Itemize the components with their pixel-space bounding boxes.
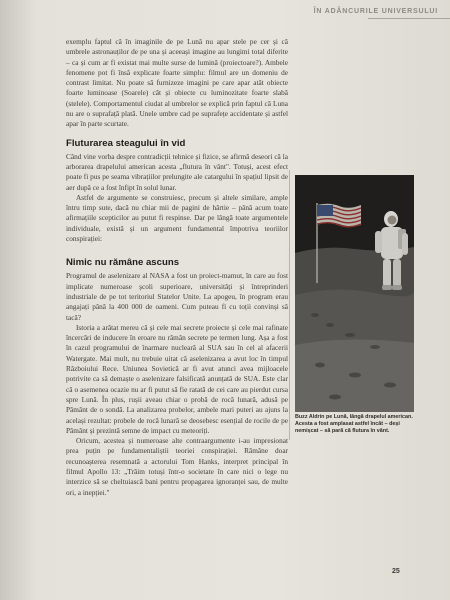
moon-flag-photo (295, 175, 414, 412)
intro-paragraph: exemplu faptul că în imaginile de pe Lună nu apar stele pe cer și că umbrele astronauților de pe una și aceeași imagine au lungimi total diferite – ca și cum ar fi existat mai multe surse de lumină (proiectoare?). Ambele fenomene pot fi însă explicate foarte simplu: filmul are un domeniu de contrast limitat. Nu poate să furnizeze imagini pe care apar atât obiecte foarte luminoase (Soarele) cât și obiecte cu luminozitate foarte slabă (stelele). Comportamentul ciudat al umbrelor se explică prin faptul că Luna nu are o suprafață plată. Unele umbre cad pe suprafețe accidentate și astfel apar în parte scurtate. (66, 37, 288, 129)
section-heading-flag: Fluturarea steagului în vid (66, 137, 186, 149)
body-paragraph: Programul de aselenizare al NASA a fost un proiect-mamut, în care au fost implicate numeroase școli superioare, universități și întreprinderi industriale de pe tot teritoriul Statelor Unite. La apogeu, în program erau angajați până la 400 000 de oameni. Cum puteau fi cu toții convinși să tacă? (66, 271, 288, 322)
section-heading-hidden: Nimic nu rămâne ascuns (66, 257, 180, 269)
american-flag (317, 204, 361, 227)
page-number: 25 (392, 568, 400, 575)
body-paragraph: Astfel de argumente se construiesc, precum și altele similare, ample întru timp sute, dacă nu chiar mii de pagini de hârtie – până acum toate afirmațiile scepticilor au putut fi respinse. Dar pe lângă toate argumentele individuale, există și un argument fundamental împotriva teoriilor conspirației: (66, 192, 288, 244)
photo-caption: Buzz Aldrin pe Lună, lângă drapelul american. Acesta a fost amplasat astfel încât – deși nemișcat – să pară că flutura în vânt. (295, 414, 413, 434)
running-head: ÎN ADÂNCURILE UNIVERSULUI (313, 8, 438, 15)
main-column (66, 37, 288, 498)
header-rule (368, 18, 450, 19)
body-paragraph: Când vine vorba despre contradicții tehnice și fizice, se afirmă deseori că la arborarea drapelului american acesta „flutura în vânt". Totuși, acest efect poate fi pus pe seama vibrațiilor prelungite ale catargului în spațiul lipsit de aer după ce a fost înfipt în solul lunar. (66, 151, 288, 192)
body-paragraph: Oricum, acestea și numeroase alte contraargumente i-au impresionat prea puțin pe fundamentaliștii teoriei conspirației. Rămâne doar recunoașterea resemnată a actorului Tom Hanks, interpret principal în filmul Apollo 13: „Trăim totuși într-o societate în care nici o lege nu interzice să se cheltuiască bani pentru propagarea ignoranței sau, de multe ori, a inepției." (66, 436, 288, 497)
moon-flag-illustration (295, 175, 414, 412)
body-paragraph: Istoria a arătat mereu că și cele mai secrete proiecte și cele mai rafinate încercări de inducere în eroare nu rămân secrete pe termen lung. Așa a fost în cazul programului de înarmare nucleară al SUA sau în cel al afacerii Watergate. Mai mult, nu trebuie uitat că aselenizarea a avut loc în timpul Războiului Rece. Uniunea Sovietică ar fi avut atunci avea mijloacele potrivite ca să demaște o aselenizare falsificată anunțată de SUA. Este clar că o asemenea ocazie nu ar fi putut să fie ratată de cei care au pierdut cursa spre Lună. În plus, rușii aveau chiar o probă de rocă lunară, adusă pe Pământ de o sondă. La analizarea probelor, ambele mari puteri au ajuns la același rezultat: probele de rocă lunară se deosebesc esențial de rocile de pe Pământ și prezintă semne de impact cu meteoriți. (66, 322, 288, 435)
sidebar-divider (289, 170, 290, 440)
